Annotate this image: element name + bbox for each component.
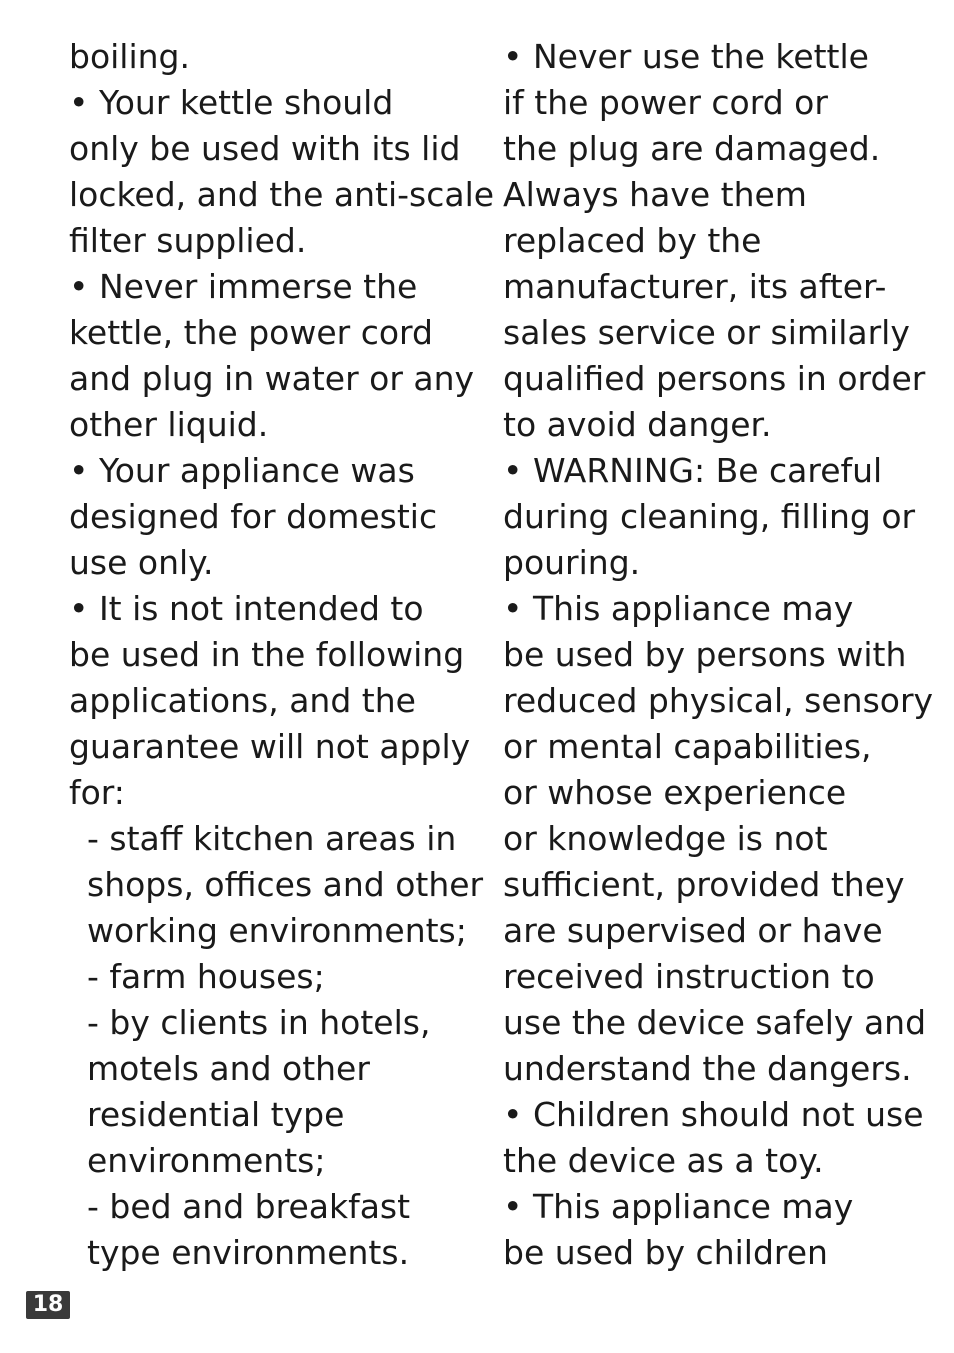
text-line: filter supplied. <box>69 221 307 260</box>
text-line: • This appliance may <box>503 1187 854 1226</box>
right-text-column <box>503 34 943 1276</box>
text-line: other liquid. <box>69 405 269 444</box>
text-line: be used by persons with <box>503 635 907 674</box>
text-line: kettle, the power cord <box>69 313 433 352</box>
text-line: applications, and the <box>69 681 416 720</box>
text-line: replaced by the <box>503 221 762 260</box>
text-line: • Never use the kettle <box>503 37 869 76</box>
text-line: • Children should not use <box>503 1095 924 1134</box>
text-line: - farm houses; <box>87 957 325 996</box>
text-line: • Never immerse the <box>69 267 418 306</box>
left-text-column <box>69 34 495 1276</box>
text-line: residential type <box>87 1095 345 1134</box>
text-line: reduced physical, sensory <box>503 681 934 720</box>
text-line: if the power cord or <box>503 83 828 122</box>
text-line: to avoid danger. <box>503 405 772 444</box>
text-line: manufacturer, its after- <box>503 267 887 306</box>
text-line: • WARNING: Be careful <box>503 451 883 490</box>
text-line: locked, and the anti-scale <box>69 175 495 214</box>
text-line: use only. <box>69 543 214 582</box>
text-line: for: <box>69 773 125 812</box>
text-line: environments; <box>87 1141 326 1180</box>
text-line: qualified persons in order <box>503 359 926 398</box>
text-line: guarantee will not apply <box>69 727 471 766</box>
page-number-badge: 18 <box>26 1291 70 1319</box>
text-line: are supervised or have <box>503 911 883 950</box>
text-line: shops, offices and other <box>87 865 484 904</box>
text-line: - staff kitchen areas in <box>87 819 457 858</box>
text-line: Always have them <box>503 175 807 214</box>
text-line: • Your appliance was <box>69 451 415 490</box>
text-line: or knowledge is not <box>503 819 828 858</box>
text-line: be used by children <box>503 1233 828 1272</box>
text-line: working environments; <box>87 911 467 950</box>
text-line: • This appliance may <box>503 589 854 628</box>
text-line: received instruction to <box>503 957 875 996</box>
text-line: designed for domestic <box>69 497 438 536</box>
text-line: use the device safely and <box>503 1003 927 1042</box>
text-line: motels and other <box>87 1049 370 1088</box>
text-line: only be used with its lid <box>69 129 461 168</box>
text-line: the device as a toy. <box>503 1141 824 1180</box>
text-line: or whose experience <box>503 773 847 812</box>
text-line: the plug are damaged. <box>503 129 881 168</box>
text-line: • Your kettle should <box>69 83 394 122</box>
text-line: or mental capabilities, <box>503 727 872 766</box>
text-line: • It is not intended to <box>69 589 424 628</box>
text-line: - bed and breakfast <box>87 1187 411 1226</box>
text-line: during cleaning, filling or <box>503 497 916 536</box>
text-line: be used in the following <box>69 635 465 674</box>
text-line: pouring. <box>503 543 641 582</box>
text-line: sufficient, provided they <box>503 865 905 904</box>
text-line: boiling. <box>69 37 190 76</box>
text-line: - by clients in hotels, <box>87 1003 431 1042</box>
text-line: and plug in water or any <box>69 359 475 398</box>
text-line: type environments. <box>87 1233 410 1272</box>
text-line: understand the dangers. <box>503 1049 912 1088</box>
text-line: sales service or similarly <box>503 313 910 352</box>
